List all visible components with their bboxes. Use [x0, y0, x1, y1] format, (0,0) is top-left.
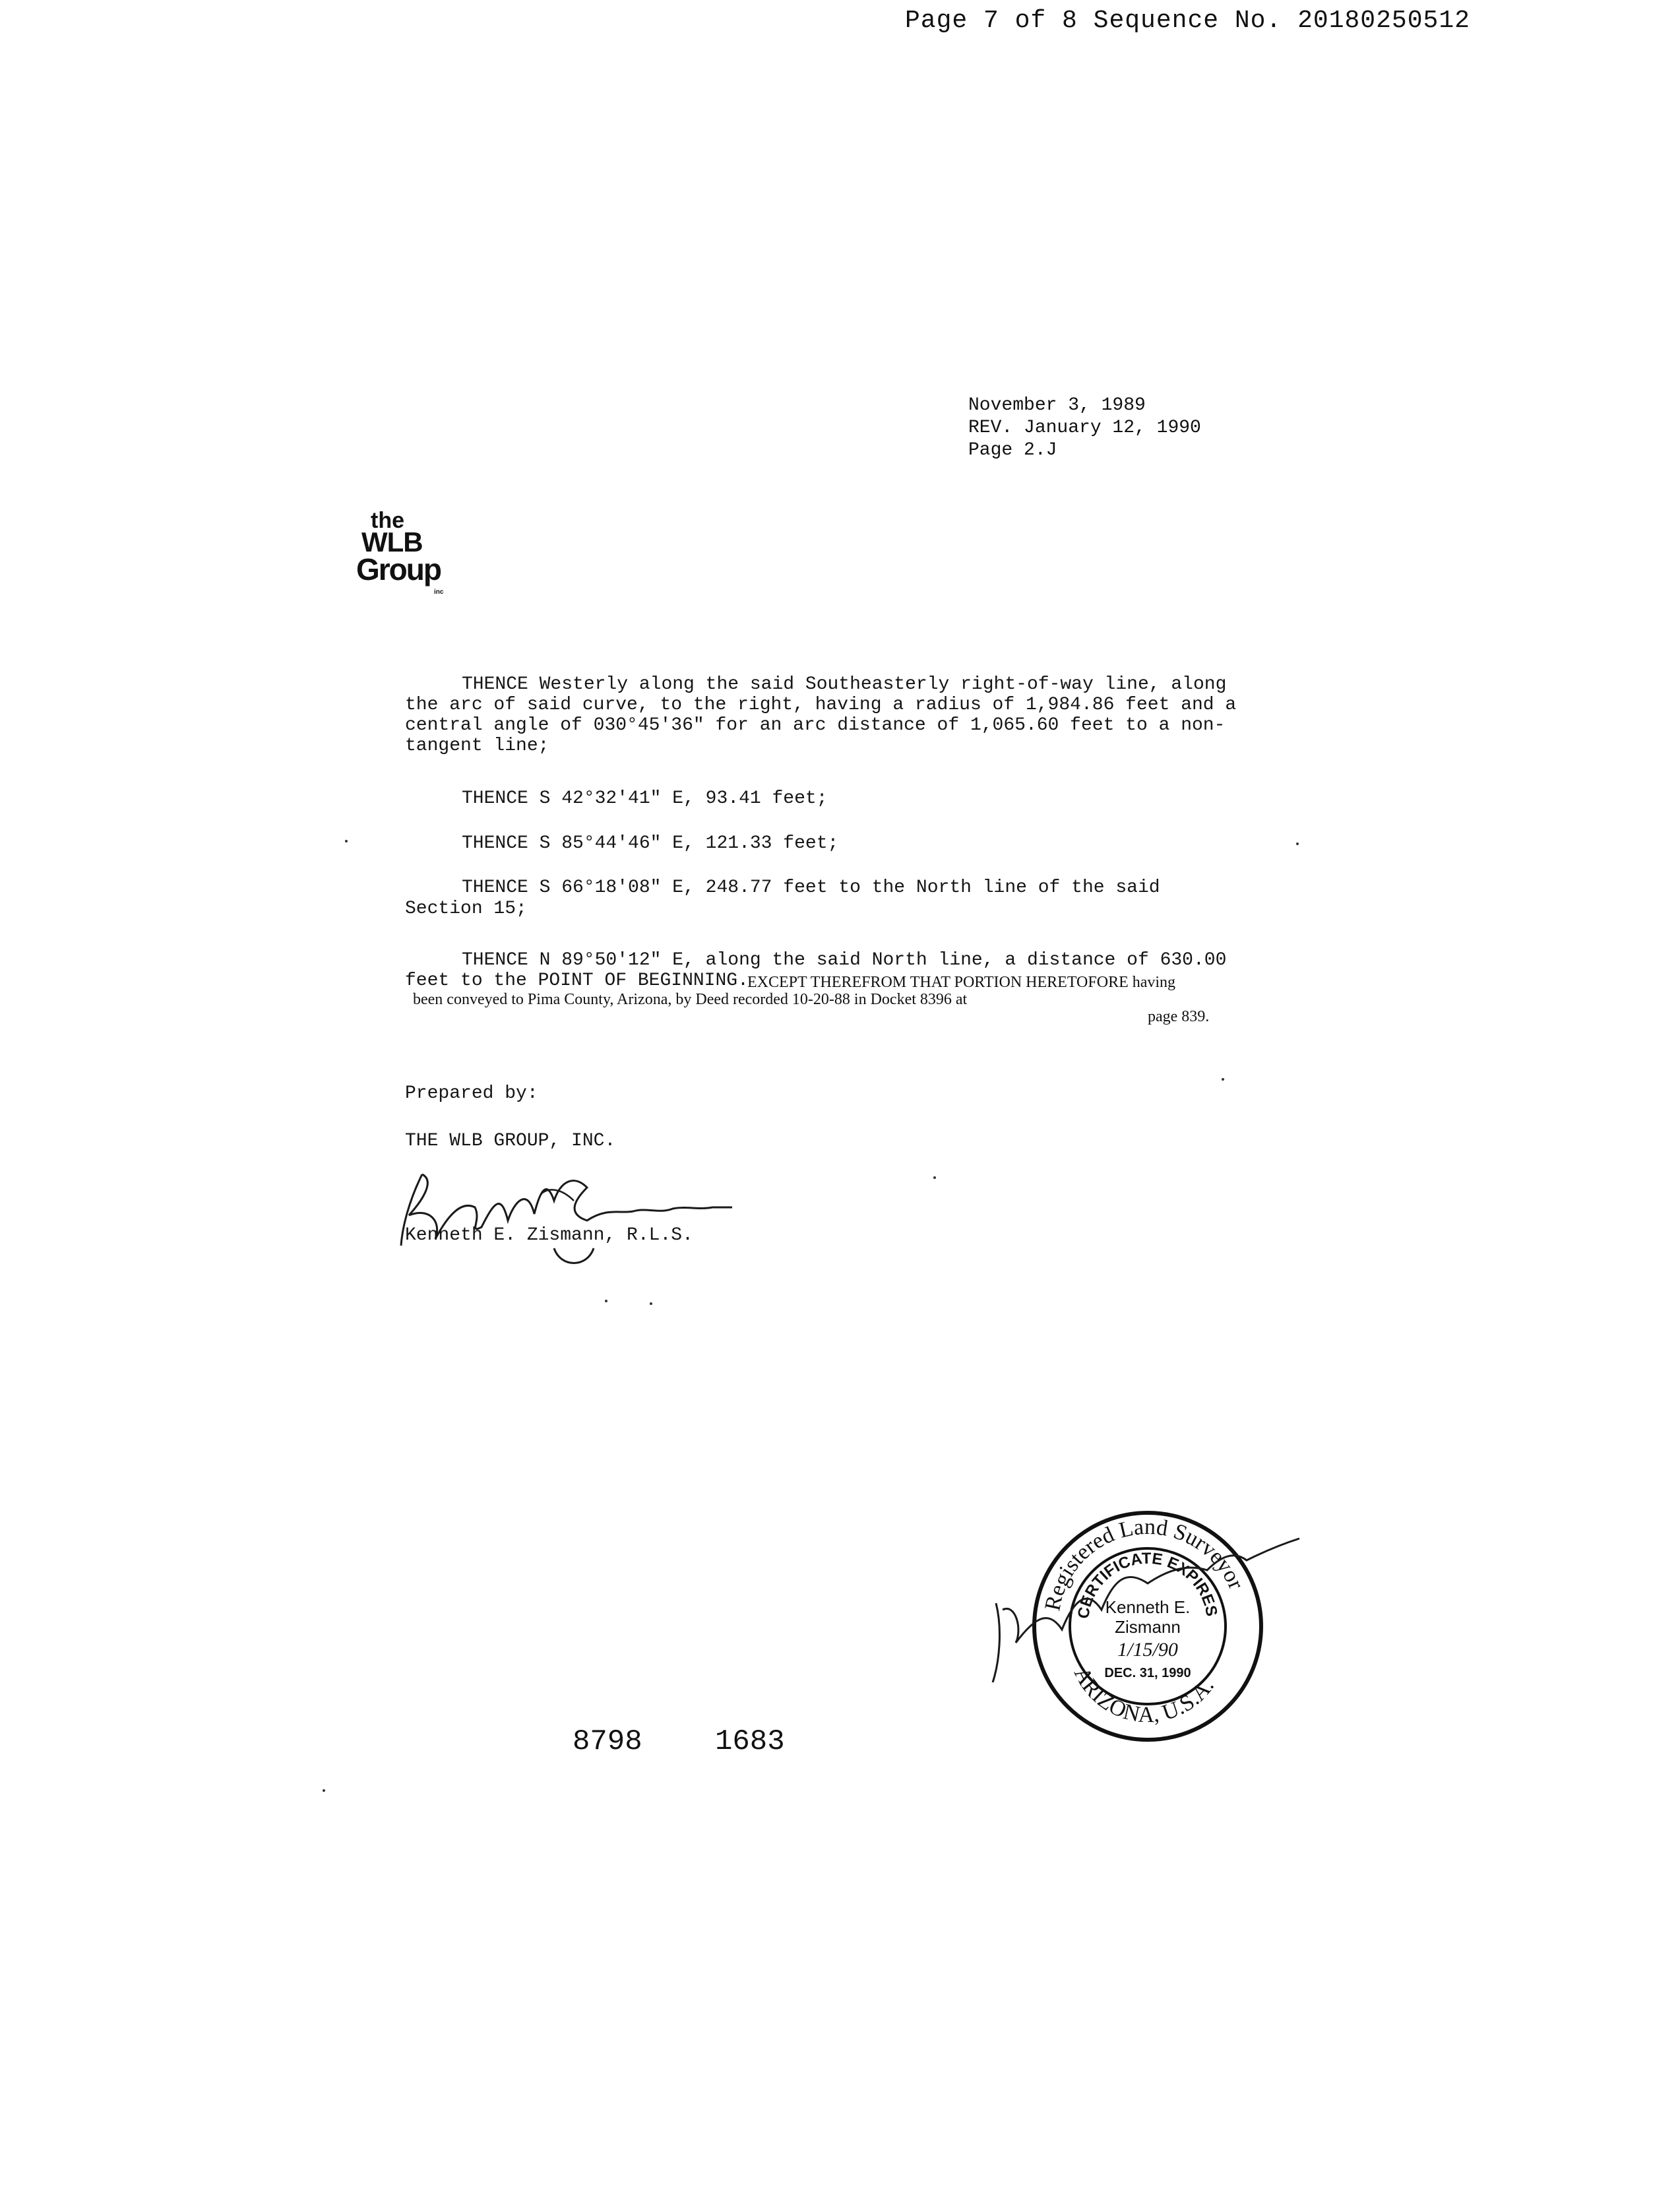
scan-speck [605, 1300, 607, 1302]
para1-line2: the arc of said curve, to the right, having a radius of 1,984.86 feet and a [405, 695, 1237, 715]
para4-line1: THENCE S 66°18'08" E, 248.77 feet to the North line of the said [462, 877, 1160, 898]
page-number-recorded: 1683 [715, 1725, 785, 1758]
para3: THENCE S 85°44'46" E, 121.33 feet; [462, 833, 839, 854]
except-line3: page 839. [1148, 1008, 1210, 1025]
seal-name1: Kenneth E. [1105, 1597, 1191, 1617]
para1-line4: tangent line; [405, 736, 549, 756]
scan-speck [650, 1302, 652, 1305]
page-number: Page 2.J [968, 440, 1057, 460]
signer-name: Kenneth E. Zismann, R.L.S. [405, 1225, 693, 1246]
docket-number: 8798 [573, 1725, 642, 1758]
scan-speck [323, 1789, 325, 1792]
seal-outer-top: Registered Land Surveyor [1040, 1514, 1249, 1613]
logo-group: Group [356, 552, 441, 587]
date-block [968, 395, 1201, 462]
para5-line2: feet to the POINT OF BEGINNING. [405, 970, 749, 991]
para1-line3: central angle of 030°45'36" for an arc distance of 1,065.60 feet to a non- [405, 715, 1226, 736]
seal-name2: Zismann [1115, 1617, 1181, 1637]
date-revised: REV. January 12, 1990 [968, 418, 1201, 438]
para2: THENCE S 42°32'41" E, 93.41 feet; [462, 788, 828, 809]
scan-speck [1222, 1078, 1224, 1081]
signer-mark [547, 1235, 600, 1275]
except-line1: EXCEPT THEREFROM THAT PORTION HERETOFORE having [747, 974, 1176, 991]
except-line2: been conveyed to Pima County, Arizona, by Deed recorded 10-20-88 in Docket 8396 at [413, 991, 968, 1008]
date-original: November 3, 1989 [968, 395, 1146, 416]
para1-line1: THENCE Westerly along the said Southeasterly right-of-way line, along [462, 674, 1227, 695]
company-name: THE WLB GROUP, INC. [405, 1131, 616, 1151]
seal-expires: DEC. 31, 1990 [1104, 1666, 1191, 1680]
seal-inner-top: CERTIFICATE EXPIRES [1074, 1549, 1221, 1620]
page-sequence-header: Page 7 of 8 Sequence No. 20180250512 [905, 7, 1470, 35]
logo-the: the [371, 508, 404, 533]
seal-date: 1/15/90 [1117, 1639, 1178, 1661]
seal-outer-bottom: ARIZONA, U.S.A. [1069, 1663, 1219, 1728]
scan-speck [1296, 842, 1299, 845]
surveyor-seal [989, 1498, 1306, 1748]
prepared-by-label: Prepared by: [405, 1083, 538, 1104]
scan-speck [345, 840, 348, 842]
para5-line1: THENCE N 89°50'12" E, along the said North line, a distance of 630.00 [462, 950, 1227, 970]
scan-speck [933, 1176, 936, 1179]
wlb-group-logo [356, 508, 462, 600]
logo-inc: inc [434, 588, 444, 596]
para4-line2: Section 15; [405, 899, 527, 919]
logo-wlb: WLB [361, 526, 423, 557]
